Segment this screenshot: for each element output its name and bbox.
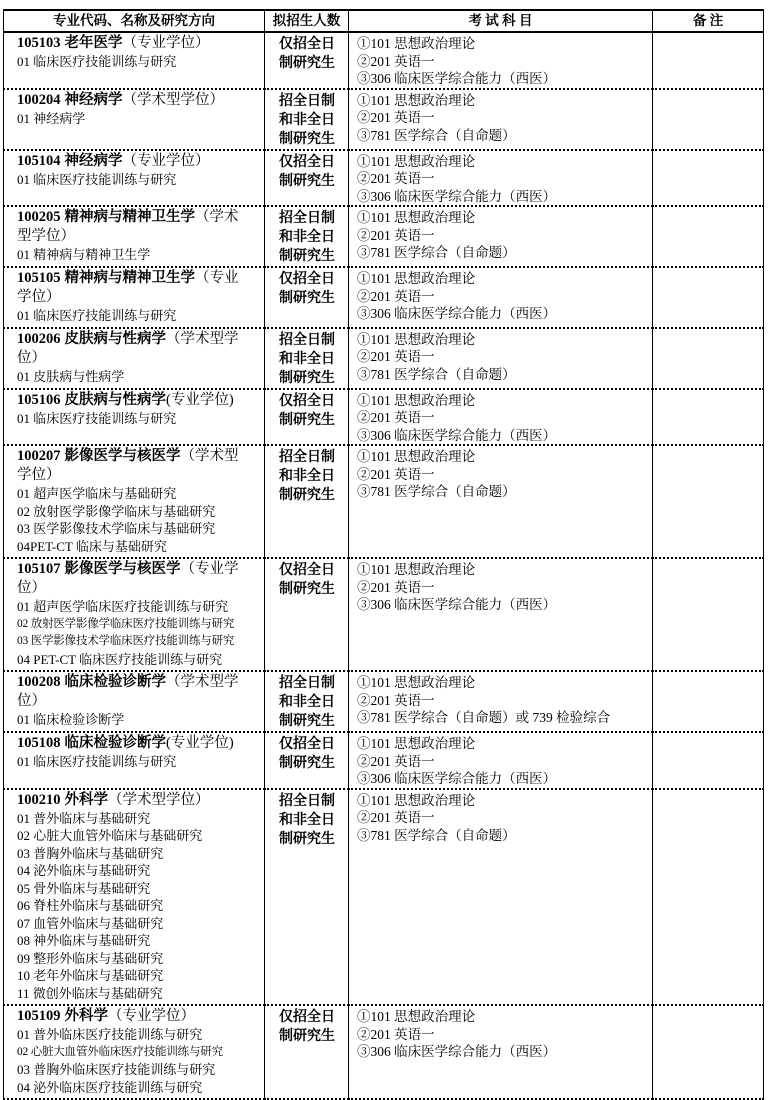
research-direction: 08 神外临床与基础研究 bbox=[17, 933, 151, 948]
program-name: 精神病与精神卫生学 bbox=[64, 209, 195, 225]
research-direction: 01 超声医学临床与基础研究 bbox=[17, 486, 177, 501]
research-direction: 04 泌外临床与基础研究 bbox=[17, 863, 151, 878]
exam-subject: ③306 临床医学综合能力（西医） bbox=[357, 1044, 557, 1059]
enrollment-cell bbox=[265, 671, 349, 732]
program-row bbox=[4, 206, 764, 267]
exam-subject: ①101 思想政治理论 bbox=[357, 792, 476, 808]
research-direction: 03 普胸外临床与基础研究 bbox=[17, 845, 164, 861]
research-direction: 04 PET-CT 临床医疗技能训练与研究 bbox=[17, 651, 223, 667]
enrollment-cell bbox=[265, 328, 349, 389]
program-info-cell bbox=[4, 389, 265, 446]
program-code: 100206 bbox=[17, 330, 61, 347]
research-direction: 10 老年外临床与基础研究 bbox=[17, 968, 164, 983]
program-name: 老年医学 bbox=[64, 35, 123, 51]
exam-subject: ②201 英语一 bbox=[357, 53, 435, 69]
remark-cell bbox=[653, 558, 764, 671]
exam-subject: ②201 英语一 bbox=[357, 349, 435, 364]
program-name: 影像医学与核医学 bbox=[64, 448, 181, 464]
research-direction: 03 普胸外临床医疗技能训练与研究 bbox=[17, 1062, 216, 1077]
enrollment-text: 仅招全日制研究生 bbox=[279, 563, 335, 597]
research-directions-list bbox=[17, 753, 240, 771]
research-directions-list bbox=[17, 485, 240, 555]
remark-cell bbox=[653, 32, 764, 89]
research-direction: 04PET-CT 临床与基础研究 bbox=[17, 538, 167, 554]
research-directions-list bbox=[17, 598, 240, 668]
enrollment-text: 招全日制和非全日制研究生 bbox=[279, 93, 335, 147]
research-direction: 01 普外临床与基础研究 bbox=[17, 810, 151, 826]
program-name: 皮肤病与性病学 bbox=[64, 330, 166, 347]
program-name: 精神病与精神卫生学 bbox=[64, 270, 195, 286]
research-direction: 04 泌外临床医疗技能训练与研究 bbox=[17, 1079, 203, 1095]
program-degree-type: （专业学位） bbox=[17, 561, 239, 596]
exam-subject: ①101 思想政治理论 bbox=[357, 331, 476, 347]
exam-subjects-cell bbox=[349, 789, 653, 1006]
research-direction: 11 微创外临床与基础研究 bbox=[17, 985, 163, 1001]
exam-subject: ③781 医学综合（自命题）或 739 检验综合 bbox=[357, 710, 611, 725]
program-degree-type: （学术型学位） bbox=[122, 91, 224, 108]
research-directions-list bbox=[17, 1026, 240, 1096]
research-direction: 07 血管外临床与基础研究 bbox=[17, 915, 164, 931]
program-title bbox=[17, 34, 240, 53]
exam-subject: ③306 临床医学综合能力（西医） bbox=[357, 188, 557, 204]
program-degree-type: （学术型学位） bbox=[17, 209, 239, 244]
exam-subjects-cell bbox=[349, 445, 653, 558]
enrollment-cell bbox=[265, 206, 349, 267]
header-remarks: 备 注 bbox=[653, 10, 764, 32]
program-name: 神经病学 bbox=[64, 152, 123, 169]
program-code: 105107 bbox=[17, 561, 61, 577]
enrollment-cell bbox=[265, 389, 349, 446]
program-name: 神经病学 bbox=[64, 91, 123, 108]
research-direction: 01 临床医疗技能训练与研究 bbox=[17, 308, 177, 323]
program-title bbox=[17, 673, 240, 711]
enrollment-cell bbox=[265, 789, 349, 1006]
enrollment-cell bbox=[265, 89, 349, 150]
program-row bbox=[4, 445, 764, 558]
program-title bbox=[17, 330, 240, 368]
exam-subject: ①101 思想政治理论 bbox=[357, 1009, 476, 1024]
remark-cell bbox=[653, 732, 764, 789]
program-degree-type: （学术型学位） bbox=[108, 791, 210, 808]
research-direction: 06 脊柱外临床与基础研究 bbox=[17, 898, 164, 913]
program-title bbox=[17, 1007, 240, 1026]
enrollment-text: 招全日制和非全日制研究生 bbox=[279, 211, 335, 264]
program-name: 临床检验诊断学 bbox=[64, 735, 166, 751]
program-row bbox=[4, 389, 764, 446]
header-exam-subjects: 考 试 科 目 bbox=[349, 10, 653, 32]
exam-subject: ①101 思想政治理论 bbox=[357, 675, 476, 690]
research-direction: 09 整形外临床与基础研究 bbox=[17, 950, 164, 966]
program-row bbox=[4, 558, 764, 671]
program-info-cell bbox=[4, 789, 265, 1006]
exam-subjects-cell bbox=[349, 206, 653, 267]
program-code: 105104 bbox=[17, 152, 61, 169]
enrollment-cell bbox=[265, 1005, 349, 1099]
admissions-program-table bbox=[3, 9, 764, 1100]
enrollment-cell bbox=[265, 445, 349, 558]
program-row bbox=[4, 1005, 764, 1099]
program-title bbox=[17, 391, 240, 410]
exam-subject: ③781 医学综合（自命题） bbox=[357, 827, 516, 843]
program-row bbox=[4, 732, 764, 789]
research-direction: 01 超声医学临床医疗技能训练与研究 bbox=[17, 599, 229, 614]
research-directions-list bbox=[17, 307, 240, 325]
program-code: 105108 bbox=[17, 735, 61, 751]
program-name: 皮肤病与性病学 bbox=[64, 391, 166, 408]
table-header-row bbox=[4, 10, 764, 32]
exam-subjects-cell bbox=[349, 32, 653, 89]
program-code: 100208 bbox=[17, 674, 61, 690]
exam-subject: ②201 英语一 bbox=[357, 227, 435, 243]
exam-subject: ①101 思想政治理论 bbox=[357, 153, 476, 169]
exam-subject: ③306 临床医学综合能力（西医） bbox=[357, 771, 557, 786]
enrollment-text: 招全日制和非全日制研究生 bbox=[279, 676, 335, 729]
remark-cell bbox=[653, 267, 764, 328]
remark-cell bbox=[653, 789, 764, 1006]
program-degree-type: （学术型学位） bbox=[17, 448, 239, 483]
exam-subject: ③781 医学综合（自命题） bbox=[357, 484, 516, 499]
exam-subject: ②201 英语一 bbox=[357, 579, 435, 595]
research-direction: 01 临床医疗技能训练与研究 bbox=[17, 171, 177, 187]
research-directions-list bbox=[17, 246, 240, 264]
enrollment-cell bbox=[265, 267, 349, 328]
research-directions-list bbox=[17, 711, 240, 729]
program-row bbox=[4, 89, 764, 150]
program-title bbox=[17, 269, 240, 307]
exam-subject: ①101 思想政治理论 bbox=[357, 92, 476, 108]
program-code: 105105 bbox=[17, 270, 61, 286]
exam-subjects-cell bbox=[349, 558, 653, 671]
remark-cell bbox=[653, 671, 764, 732]
enrollment-text: 仅招全日制研究生 bbox=[279, 393, 335, 428]
exam-subjects-cell bbox=[349, 89, 653, 150]
program-code: 105109 bbox=[17, 1008, 61, 1024]
program-name: 影像医学与核医学 bbox=[64, 561, 181, 577]
enrollment-text: 仅招全日制研究生 bbox=[279, 272, 335, 306]
exam-subjects-cell bbox=[349, 267, 653, 328]
program-row bbox=[4, 150, 764, 207]
exam-subject: ③306 临床医学综合能力（西医） bbox=[357, 597, 557, 612]
program-degree-type: （专业学位） bbox=[122, 35, 210, 51]
program-info-cell bbox=[4, 445, 265, 558]
research-direction: 02 心脏大血管外临床与基础研究 bbox=[17, 828, 203, 843]
enrollment-cell bbox=[265, 150, 349, 207]
program-name: 外科学 bbox=[64, 1008, 108, 1024]
research-directions-list bbox=[17, 368, 240, 386]
remark-cell bbox=[653, 1005, 764, 1099]
exam-subjects-cell bbox=[349, 389, 653, 446]
program-degree-type: （学术型学位） bbox=[17, 674, 239, 709]
exam-subject: ②201 英语一 bbox=[357, 753, 435, 769]
exam-subject: ③306 临床医学综合能力（西医） bbox=[357, 306, 557, 321]
research-direction: 01 皮肤病与性病学 bbox=[17, 368, 125, 384]
enrollment-text: 仅招全日制研究生 bbox=[279, 1010, 335, 1044]
program-info-cell bbox=[4, 558, 265, 671]
program-info-cell bbox=[4, 328, 265, 389]
exam-subjects-cell bbox=[349, 150, 653, 207]
program-degree-type: (专业学位) bbox=[166, 391, 234, 408]
exam-subjects-cell bbox=[349, 671, 653, 732]
research-directions-list bbox=[17, 810, 240, 1003]
exam-subject: ②201 英语一 bbox=[357, 288, 435, 304]
program-row bbox=[4, 789, 764, 1006]
program-title bbox=[17, 791, 240, 810]
research-direction: 05 骨外临床与基础研究 bbox=[17, 880, 151, 896]
exam-subject: ③306 临床医学综合能力（西医） bbox=[357, 71, 557, 86]
header-major-code-name-direction: 专业代码、名称及研究方向 bbox=[4, 10, 265, 32]
enrollment-cell bbox=[265, 558, 349, 671]
research-direction: 01 普外临床医疗技能训练与研究 bbox=[17, 1027, 203, 1042]
exam-subject: ①101 思想政治理论 bbox=[357, 736, 476, 751]
exam-subjects-cell bbox=[349, 1005, 653, 1099]
research-direction: 02 放射医学影像学临床医疗技能训练与研究 bbox=[17, 617, 235, 630]
research-direction: 01 临床医疗技能训练与研究 bbox=[17, 54, 177, 69]
exam-subject: ②201 英语一 bbox=[357, 1026, 435, 1042]
program-info-cell bbox=[4, 89, 265, 150]
program-title bbox=[17, 152, 240, 171]
exam-subject: ①101 思想政治理论 bbox=[357, 271, 476, 286]
program-row bbox=[4, 267, 764, 328]
remark-cell bbox=[653, 150, 764, 207]
exam-subject: ③781 医学综合（自命题） bbox=[357, 366, 516, 382]
program-code: 100205 bbox=[17, 209, 61, 225]
program-row bbox=[4, 328, 764, 389]
remark-cell bbox=[653, 389, 764, 446]
research-directions-list bbox=[17, 171, 240, 189]
program-info-cell bbox=[4, 150, 265, 207]
program-title bbox=[17, 447, 240, 485]
program-code: 105103 bbox=[17, 35, 61, 51]
research-direction: 02 心脏大血管外临床医疗技能训练与研究 bbox=[17, 1045, 223, 1058]
program-info-cell bbox=[4, 1005, 265, 1099]
exam-subject: ②201 英语一 bbox=[357, 171, 435, 186]
exam-subject: ②201 英语一 bbox=[357, 110, 435, 125]
research-direction: 01 精神病与精神卫生学 bbox=[17, 247, 151, 262]
remark-cell bbox=[653, 89, 764, 150]
program-degree-type: （专业学位） bbox=[17, 270, 239, 305]
table-body bbox=[4, 32, 764, 1099]
program-code: 100207 bbox=[17, 448, 61, 464]
exam-subject: ①101 思想政治理论 bbox=[357, 392, 476, 408]
enrollment-text: 招全日制和非全日制研究生 bbox=[279, 450, 335, 503]
research-direction: 01 临床医疗技能训练与研究 bbox=[17, 410, 177, 426]
exam-subject: ③781 医学综合（自命题） bbox=[357, 245, 516, 260]
program-row bbox=[4, 671, 764, 732]
research-direction: 03 医学影像技术学临床与基础研究 bbox=[17, 521, 216, 536]
exam-subject: ②201 英语一 bbox=[357, 410, 435, 425]
program-degree-type: （专业学位） bbox=[122, 152, 210, 169]
program-info-cell bbox=[4, 32, 265, 89]
enrollment-text: 仅招全日制研究生 bbox=[279, 737, 335, 771]
program-info-cell bbox=[4, 732, 265, 789]
enrollment-cell bbox=[265, 732, 349, 789]
research-direction: 01 临床医疗技能训练与研究 bbox=[17, 754, 177, 769]
program-info-cell bbox=[4, 267, 265, 328]
exam-subject: ①101 思想政治理论 bbox=[357, 562, 476, 577]
header-planned-enrollment: 拟招生人数 bbox=[265, 10, 349, 32]
research-direction: 01 神经病学 bbox=[17, 110, 86, 126]
exam-subject: ①101 思想政治理论 bbox=[357, 36, 476, 51]
exam-subject: ③306 临床医学综合能力（西医） bbox=[357, 427, 557, 443]
program-code: 100204 bbox=[17, 91, 61, 108]
program-row bbox=[4, 32, 764, 89]
enrollment-cell bbox=[265, 32, 349, 89]
exam-subject: ②201 英语一 bbox=[357, 692, 435, 708]
program-title bbox=[17, 208, 240, 246]
enrollment-text: 招全日制和非全日制研究生 bbox=[279, 332, 335, 386]
research-directions-list bbox=[17, 110, 240, 128]
enrollment-text: 仅招全日制研究生 bbox=[279, 37, 335, 71]
exam-subject: ①101 思想政治理论 bbox=[357, 449, 476, 464]
program-degree-type: （学术型学位） bbox=[17, 330, 239, 366]
enrollment-text: 招全日制和非全日制研究生 bbox=[279, 793, 335, 847]
program-title bbox=[17, 560, 240, 598]
exam-subjects-cell bbox=[349, 328, 653, 389]
exam-subject: ②201 英语一 bbox=[357, 466, 435, 482]
research-direction: 03 医学影像技术学临床医疗技能训练与研究 bbox=[17, 635, 235, 647]
research-direction: 01 临床检验诊断学 bbox=[17, 712, 125, 727]
program-degree-type: （专业学位） bbox=[108, 1008, 195, 1024]
program-code: 100210 bbox=[17, 791, 61, 808]
exam-subject: ③781 医学综合（自命题） bbox=[357, 127, 516, 143]
program-info-cell bbox=[4, 671, 265, 732]
remark-cell bbox=[653, 445, 764, 558]
program-degree-type: (专业学位) bbox=[166, 735, 234, 751]
exam-subject: ①101 思想政治理论 bbox=[357, 210, 476, 225]
exam-subject: ②201 英语一 bbox=[357, 810, 435, 825]
program-title bbox=[17, 734, 240, 753]
program-info-cell bbox=[4, 206, 265, 267]
program-title bbox=[17, 91, 240, 110]
remark-cell bbox=[653, 206, 764, 267]
research-directions-list bbox=[17, 410, 240, 428]
research-directions-list bbox=[17, 53, 240, 71]
exam-subjects-cell bbox=[349, 732, 653, 789]
research-direction: 02 放射医学影像学临床与基础研究 bbox=[17, 503, 216, 519]
remark-cell bbox=[653, 328, 764, 389]
program-code: 105106 bbox=[17, 391, 61, 408]
program-name: 临床检验诊断学 bbox=[64, 674, 166, 690]
enrollment-text: 仅招全日制研究生 bbox=[279, 154, 335, 189]
program-name: 外科学 bbox=[64, 791, 108, 808]
